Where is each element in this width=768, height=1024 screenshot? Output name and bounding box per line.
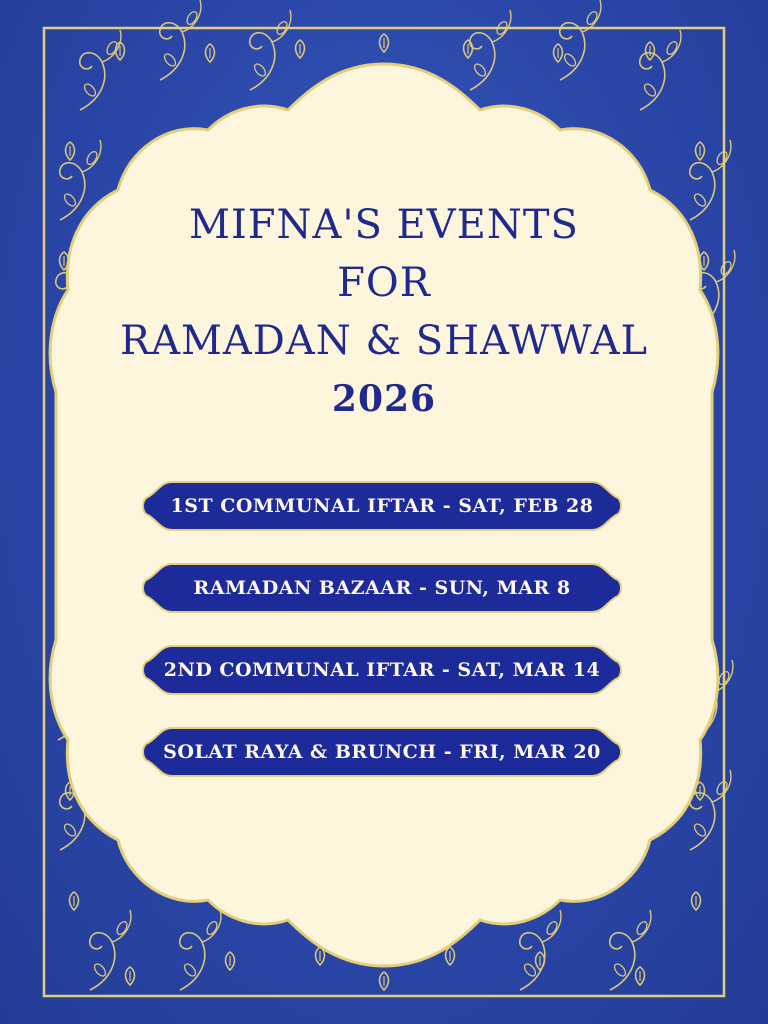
title-line-2: FOR	[337, 260, 431, 306]
event-label-2: RAMADAN BAZAAR - SUN, MAR 8	[193, 577, 571, 599]
title-line-1: MIFNA'S EVENTS	[189, 202, 579, 248]
title-line-3: RAMADAN & SHAWWAL	[119, 318, 649, 364]
event-banner-3	[142, 640, 622, 700]
title-year: 2026	[331, 378, 437, 420]
event-banner-1	[142, 476, 622, 536]
event-label-1: 1ST COMMUNAL IFTAR - SAT, FEB 28	[170, 495, 594, 517]
event-label-3: 2ND COMMUNAL IFTAR - SAT, MAR 14	[163, 659, 601, 681]
poster-title	[0, 196, 768, 428]
event-banner-4	[142, 722, 622, 782]
event-banner-2	[142, 558, 622, 618]
event-label-4: SOLAT RAYA & BRUNCH - FRI, MAR 20	[163, 741, 601, 763]
